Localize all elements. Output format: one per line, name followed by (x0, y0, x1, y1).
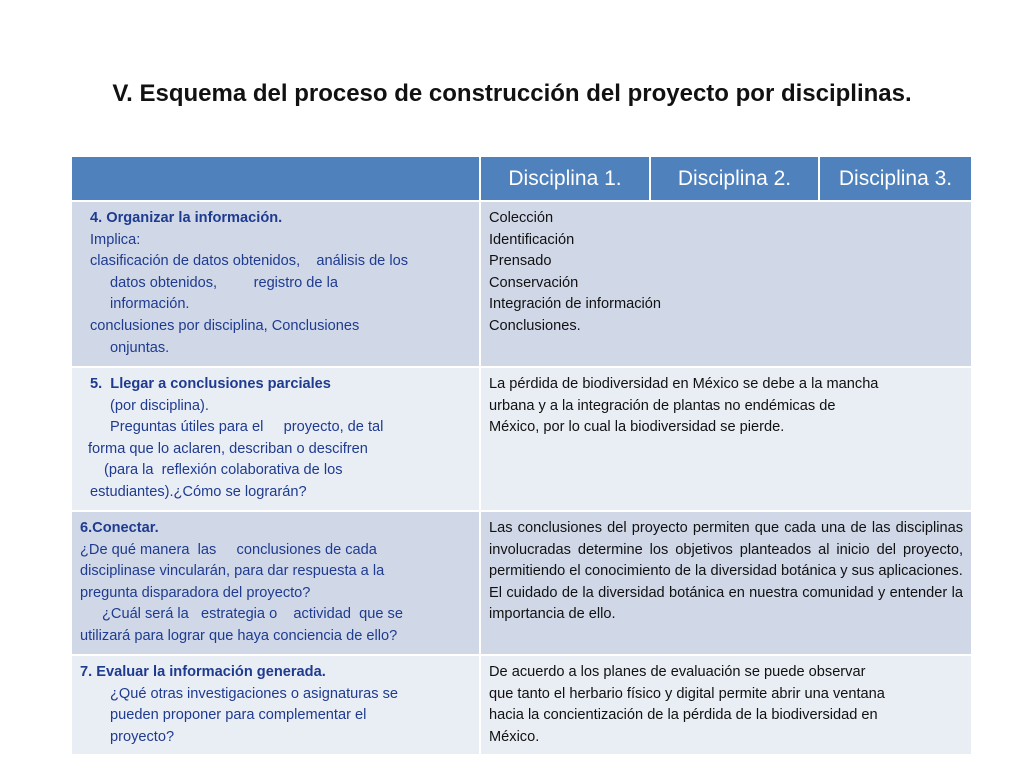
row-5-line: La pérdida de biodiversidad en México se debe a la mancha (489, 376, 879, 392)
row-4-heading: 4. Organizar la información. (90, 210, 283, 226)
row-6-heading: 6.Conectar. (80, 520, 159, 536)
row-4-item: Conclusiones. (489, 317, 581, 334)
row-5-line: forma que lo aclaren, describan o descifren (88, 440, 368, 457)
row-6-left-cell (72, 512, 479, 654)
row-5-right-cell (481, 368, 971, 510)
row-5-line: estudiantes).¿Cómo se lograrán? (90, 483, 307, 500)
row-4-item: Colección (489, 210, 554, 226)
row-6-paragraph: Las conclusiones del proyecto permiten que cada una de las disciplinas involucradas determine los objetivos planteados al inicio del proyecto, permitiendo el conocimiento de la diversidad botánica y sus aplicaciones. (489, 520, 963, 580)
row-5-line: México, por lo cual la biodiversidad se pierde. (489, 419, 785, 436)
row-6-line: ¿Cuál será la estrategia o actividad que se (102, 606, 403, 623)
row-4-line: clasificación de datos obtenidos, análisis de los (90, 253, 409, 270)
row-4-line: datos obtenidos, registro de la (110, 274, 338, 291)
row-4-item: Integración de información (489, 296, 661, 313)
row-4-line: onjuntas. (110, 339, 170, 356)
row-5-line: Preguntas útiles para el proyecto, de tal (110, 419, 384, 436)
row-7-heading: 7. Evaluar la información generada. (80, 664, 326, 680)
header-disciplina-1: Disciplina 1. (481, 157, 649, 200)
row-4-item: Identificación (489, 231, 575, 248)
row-7-line: De acuerdo a los planes de evaluación se puede observar (489, 664, 866, 680)
row-7-line: que tanto el herbario físico y digital permite abrir una ventana (489, 685, 885, 702)
row-5-line: urbana y a la integración de plantas no endémicas de (489, 397, 836, 414)
row-4-item: Prensado (489, 253, 552, 270)
row-5-line: (para la reflexión colaborativa de los (104, 462, 343, 479)
row-7-left-cell (72, 656, 479, 754)
header-blank-cell (72, 157, 479, 200)
row-5-heading: 5. Llegar a conclusiones parciales (90, 376, 331, 392)
slide-title: V. Esquema del proceso de construcción del proyecto por disciplinas. (112, 80, 912, 107)
row-4-left-cell (72, 202, 479, 366)
row-4-line: Implica: (90, 231, 141, 248)
row-4-line: conclusiones por disciplina, Conclusiones (90, 317, 360, 334)
header-disciplina-3: Disciplina 3. (820, 157, 971, 200)
row-7-line: México. (489, 728, 540, 745)
header-disciplina-2: Disciplina 2. (651, 157, 818, 200)
row-7-line: ¿Qué otras investigaciones o asignaturas se (110, 685, 398, 702)
row-5-line: (por disciplina). (110, 397, 209, 414)
row-4-line: información. (110, 296, 190, 313)
row-6-line: utilizará para lograr que haya conciencia de ello? (80, 627, 398, 644)
row-7-line: proyecto? (110, 728, 175, 745)
row-6-right-cell (481, 512, 971, 654)
row-6-line: ¿De qué manera las conclusiones de cada (80, 541, 377, 558)
row-7-right-cell (481, 656, 971, 754)
row-7-line: hacia la concientización de la pérdida de la biodiversidad en (489, 707, 878, 724)
row-7-line: pueden proponer para complementar el (110, 707, 367, 724)
row-6-line: pregunta disparadora del proyecto? (80, 584, 311, 601)
discipline-table (72, 157, 969, 754)
row-6-line: disciplinase vincularán, para dar respuesta a la (80, 563, 385, 580)
row-5-left-cell (72, 368, 479, 510)
row-4-right-cell (481, 202, 971, 366)
row-6-paragraph: El cuidado de la diversidad botánica en nuestra comunidad y entender la importancia de ello. (489, 584, 963, 623)
row-4-item: Conservación (489, 274, 579, 291)
